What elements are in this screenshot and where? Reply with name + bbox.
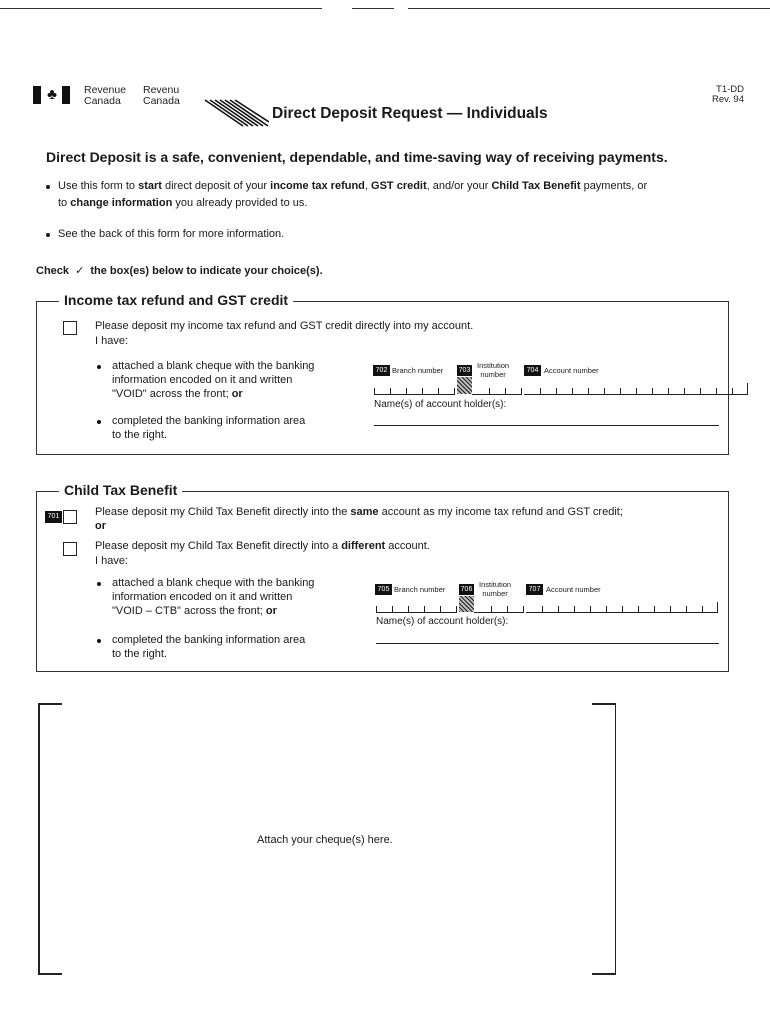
- bullet-see-back: See the back of this form for more information.: [58, 228, 285, 240]
- branch-number-field[interactable]: [376, 612, 457, 613]
- field-code-704: 704: [524, 365, 541, 376]
- bullet: [97, 582, 101, 586]
- form-number: T1-DD Rev. 94: [711, 84, 744, 105]
- bullet: [46, 233, 50, 237]
- i-have-label: I have:: [95, 335, 129, 347]
- account-number-label: Account number: [544, 366, 599, 375]
- branch-number-label: Branch number: [394, 585, 446, 594]
- attach-cheque-label: Attach your cheque(s) here.: [257, 834, 393, 846]
- hatched-area: [457, 377, 472, 394]
- income-tax-section-title: Income tax refund and GST credit: [59, 292, 293, 308]
- account-holders-field[interactable]: [376, 643, 719, 644]
- complete-banking-instruction: completed the banking information area to the right.: [112, 634, 306, 660]
- ctb-section-title: Child Tax Benefit: [59, 482, 182, 498]
- income-tax-option-text: Please deposit my income tax refund and GST credit directly into my account.: [95, 320, 474, 332]
- income-tax-deposit-checkbox[interactable]: [63, 321, 77, 335]
- form-title: Direct Deposit Request — Individuals: [272, 105, 548, 122]
- ctb-same-account-checkbox[interactable]: [63, 510, 77, 524]
- stripes-graphic-icon: [203, 98, 269, 128]
- field-code-702: 702: [373, 365, 390, 376]
- account-number-label: Account number: [546, 585, 601, 594]
- account-holders-label: Name(s) of account holder(s):: [376, 616, 509, 627]
- account-holders-label: Name(s) of account holder(s):: [374, 399, 507, 410]
- field-code-706: 706: [460, 586, 473, 593]
- institution-number-label: Institution number: [477, 361, 510, 379]
- account-number-field[interactable]: [524, 394, 748, 395]
- top-rule: [0, 8, 322, 9]
- attach-cheque-instruction: attached a blank cheque with the banking information encoded on it and written "VOID" across the front; or: [112, 360, 315, 400]
- bullet: [46, 185, 50, 189]
- or-label: or: [95, 520, 106, 532]
- dept-name-french: Revenu Canada: [143, 84, 180, 107]
- institution-number-field[interactable]: [474, 612, 524, 613]
- field-code-707: 707: [526, 584, 543, 595]
- field-code-701: 701: [45, 511, 62, 523]
- branch-number-label: Branch number: [392, 366, 444, 375]
- attach-cheque-instruction: attached a blank cheque with the banking information encoded on it and written "VOID – CTB" across the front; or: [112, 577, 315, 617]
- account-holders-field[interactable]: [374, 425, 719, 426]
- bullet: [97, 639, 101, 643]
- hatched-area: [459, 596, 474, 612]
- top-rule: [352, 8, 394, 9]
- bullet: [97, 420, 101, 424]
- field-code-703: 703: [458, 367, 471, 374]
- complete-banking-instruction: completed the banking information area to the right.: [112, 415, 306, 441]
- ctb-same-account-text: Please deposit my Child Tax Benefit directly into the same account as my income tax refund and GST credit;: [95, 506, 623, 518]
- field-code-705: 705: [375, 584, 392, 595]
- canada-flag-icon: ♣: [33, 86, 71, 104]
- branch-number-field[interactable]: [374, 394, 455, 395]
- ctb-different-account-text: Please deposit my Child Tax Benefit directly into a different account.: [95, 540, 430, 552]
- institution-number-field[interactable]: [472, 394, 522, 395]
- institution-number-label: Institution number: [479, 580, 512, 598]
- bullet: [97, 365, 101, 369]
- ctb-different-account-checkbox[interactable]: [63, 542, 77, 556]
- check-instruction: Check ✓ the box(es) below to indicate your choice(s).: [36, 265, 323, 277]
- top-rule: [408, 8, 770, 9]
- i-have-label: I have:: [95, 555, 129, 567]
- bullet-start-change-cont: to change information you already provided to us.: [58, 197, 308, 209]
- dept-name-english: Revenue Canada: [84, 84, 127, 107]
- checkmark-icon: ✓: [75, 265, 85, 277]
- account-number-field[interactable]: [526, 612, 718, 613]
- intro-headline: Direct Deposit is a safe, convenient, dependable, and time-saving way of receiving payments.: [46, 149, 668, 165]
- bullet-start-change: Use this form to start direct deposit of your income tax refund, GST credit, and/or your Child Tax Benefit payments, or: [58, 180, 648, 192]
